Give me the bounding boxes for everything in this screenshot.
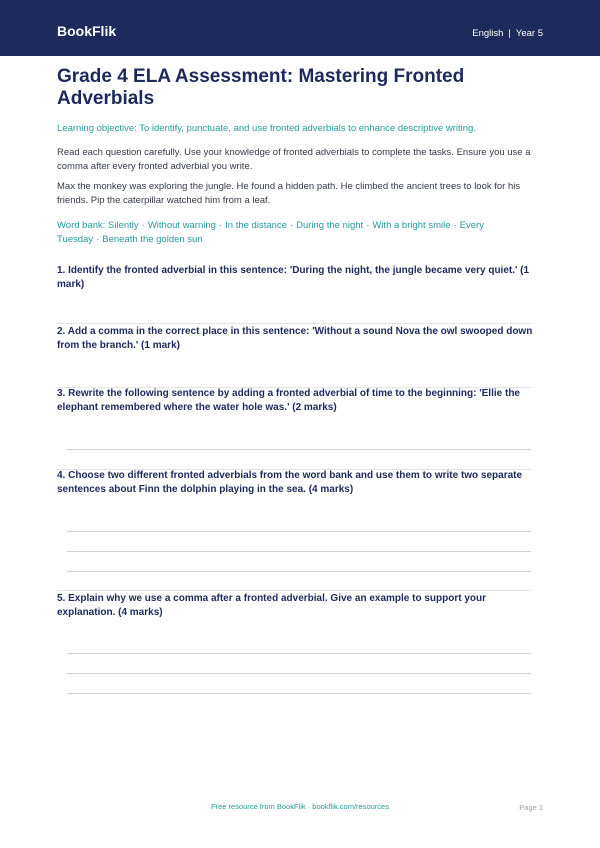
year-label: Year 5 bbox=[515, 28, 543, 39]
answer-line[interactable] bbox=[67, 551, 531, 552]
question-5: 5. Explain why we use a comma after a fronted adverbial. Give an example to support your explanation. (4 marks) bbox=[57, 593, 487, 618]
meta-separator: | bbox=[508, 28, 511, 39]
answer-line[interactable] bbox=[67, 449, 531, 450]
page-title: Grade 4 ELA Assessment: Mastering Fronted Adverbials bbox=[57, 66, 465, 109]
answer-line[interactable] bbox=[67, 693, 531, 694]
word-bank-item: With a bright smile bbox=[372, 220, 451, 231]
word-bank-item: Every Tuesday bbox=[57, 220, 484, 245]
subject-label: English bbox=[472, 28, 504, 39]
word-bank-item: In the distance bbox=[225, 220, 287, 231]
learning-objective: Learning objective: To identify, punctuate, and use fronted adverbials to enhance descriptive writing. bbox=[57, 123, 476, 134]
word-bank-item: Silently bbox=[108, 220, 139, 231]
question-2: 2. Add a comma in the correct place in this sentence: 'Without a sound Nova the owl swooped down from the branch.' (1 mark) bbox=[57, 326, 533, 351]
answer-line[interactable] bbox=[67, 531, 531, 532]
footer-link[interactable]: Free resource from BookFlik · bookflik.com/resources bbox=[211, 802, 389, 811]
story-text: Max the monkey was exploring the jungle. He found a hidden path. He climbed the ancient trees to look for his friends. Pip the caterpillar watched him from a leaf. bbox=[57, 181, 521, 206]
instructions: Read each question carefully. Use your knowledge of fronted adverbials to complete the tasks. Ensure you use a comma after every fronted adverbial you write. bbox=[57, 147, 531, 172]
header-meta bbox=[472, 28, 543, 39]
page-number: Page 1 bbox=[519, 803, 543, 812]
page-header bbox=[0, 0, 600, 56]
word-bank-item: Beneath the golden sun bbox=[102, 234, 203, 245]
question-4: 4. Choose two different fronted adverbials from the word bank and use them to write two separate sentences about Finn the dolphin playing in the sea. (4 marks) bbox=[57, 470, 523, 495]
word-bank-item: During the night bbox=[296, 220, 364, 231]
question-3: 3. Rewrite the following sentence by adding a fronted adverbial of time to the beginning: 'Ellie the elephant remembered where the water hole was.' (2 marks) bbox=[57, 388, 520, 413]
answer-line[interactable] bbox=[67, 673, 531, 674]
word-bank: Word bank: Silently · Without warning · In the distance · During the night · With a bright smile · Every Tuesday · Beneath the golden sun bbox=[57, 220, 484, 245]
question-1: 1. Identify the fronted adverbial in this sentence: 'During the night, the jungle became very quiet.' (1 mark) bbox=[57, 265, 530, 290]
answer-line[interactable] bbox=[67, 571, 531, 572]
word-bank-item: Without warning bbox=[147, 220, 216, 231]
answer-line[interactable] bbox=[67, 653, 531, 654]
brand-logo: BookFlik bbox=[57, 23, 117, 39]
word-bank-label: Word bank: bbox=[57, 220, 106, 231]
section-divider bbox=[57, 323, 531, 324]
section-divider bbox=[57, 590, 531, 591]
